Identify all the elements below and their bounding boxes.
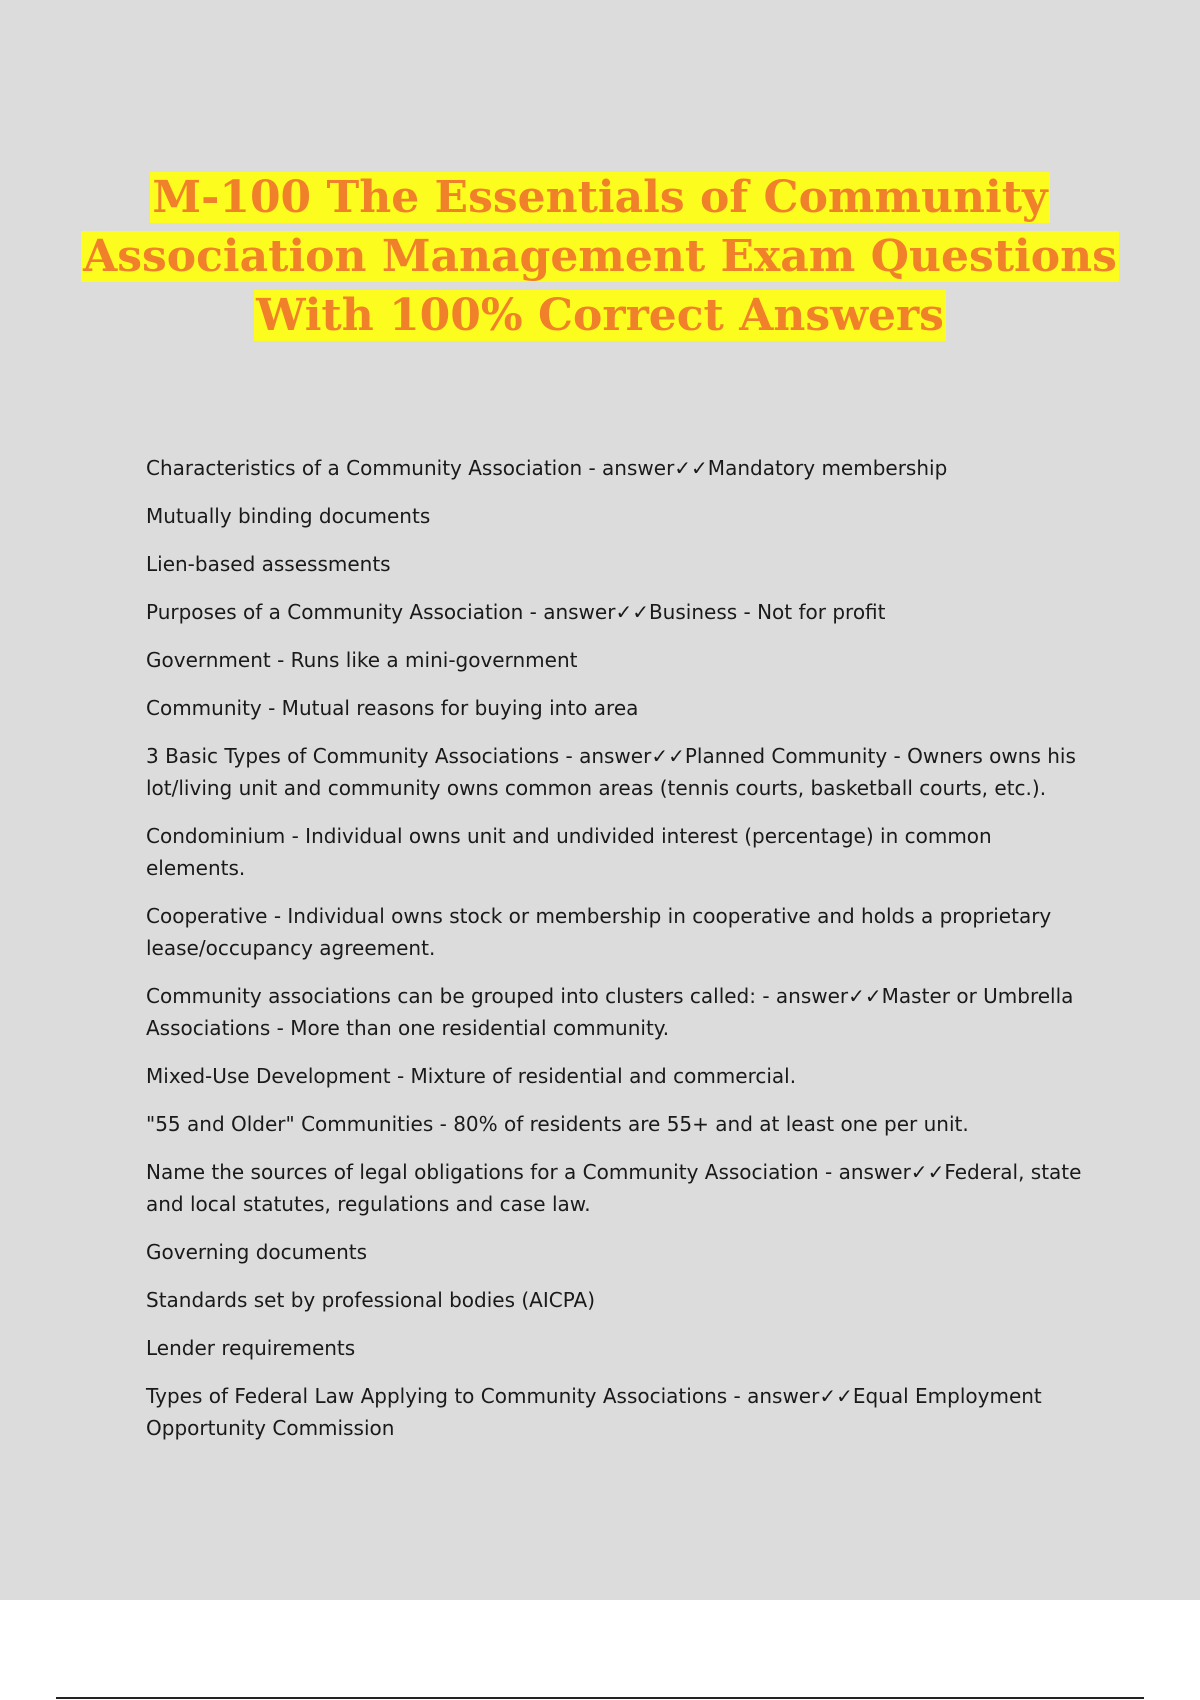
document-body: [146, 452, 1096, 1460]
body-paragraph: 3 Basic Types of Community Associations - answer✓✓Planned Community - Owners owns his lot/living unit and community owns common areas (tennis courts, basketball courts, etc.).: [146, 744, 1076, 800]
body-paragraph: Mutually binding documents: [146, 504, 431, 528]
body-paragraph: Mixed-Use Development - Mixture of residential and commercial.: [146, 1064, 797, 1088]
title-line: [0, 227, 1200, 286]
page-divider: [56, 1697, 1144, 1699]
body-paragraph: Purposes of a Community Association - answer✓✓Business - Not for profit: [146, 600, 886, 624]
body-paragraph: Lien-based assessments: [146, 552, 391, 576]
title-line: [0, 168, 1200, 227]
body-paragraph: "55 and Older" Communities - 80% of residents are 55+ and at least one per unit.: [146, 1112, 969, 1136]
body-paragraph: Standards set by professional bodies (AICPA): [146, 1288, 595, 1312]
body-paragraph: Name the sources of legal obligations for a Community Association - answer✓✓Federal, state and local statutes, regulations and case law.: [146, 1160, 1082, 1216]
body-paragraph: Community associations can be grouped into clusters called: - answer✓✓Master or Umbrella Associations - More than one residential community.: [146, 984, 1074, 1040]
body-paragraph: Condominium - Individual owns unit and undivided interest (percentage) in common elements.: [146, 824, 992, 880]
title-line-text: M-100 The Essentials of Community: [152, 172, 1048, 223]
body-paragraph: Characteristics of a Community Association - answer✓✓Mandatory membership: [146, 456, 948, 480]
document-title: [0, 168, 1200, 345]
body-paragraph: Governing documents: [146, 1240, 368, 1264]
body-paragraph: Community - Mutual reasons for buying into area: [146, 696, 639, 720]
body-paragraph: Types of Federal Law Applying to Community Associations - answer✓✓Equal Employment Opportunity Commission: [146, 1384, 1042, 1440]
title-line: [0, 286, 1200, 345]
body-paragraph: Government - Runs like a mini-government: [146, 648, 578, 672]
title-line-text: Association Management Exam Questions: [83, 231, 1117, 282]
title-line-text: With 100% Correct Answers: [256, 290, 944, 341]
body-paragraph: Cooperative - Individual owns stock or membership in cooperative and holds a proprietary lease/occupancy agreement.: [146, 904, 1052, 960]
body-paragraph: Lender requirements: [146, 1336, 356, 1360]
